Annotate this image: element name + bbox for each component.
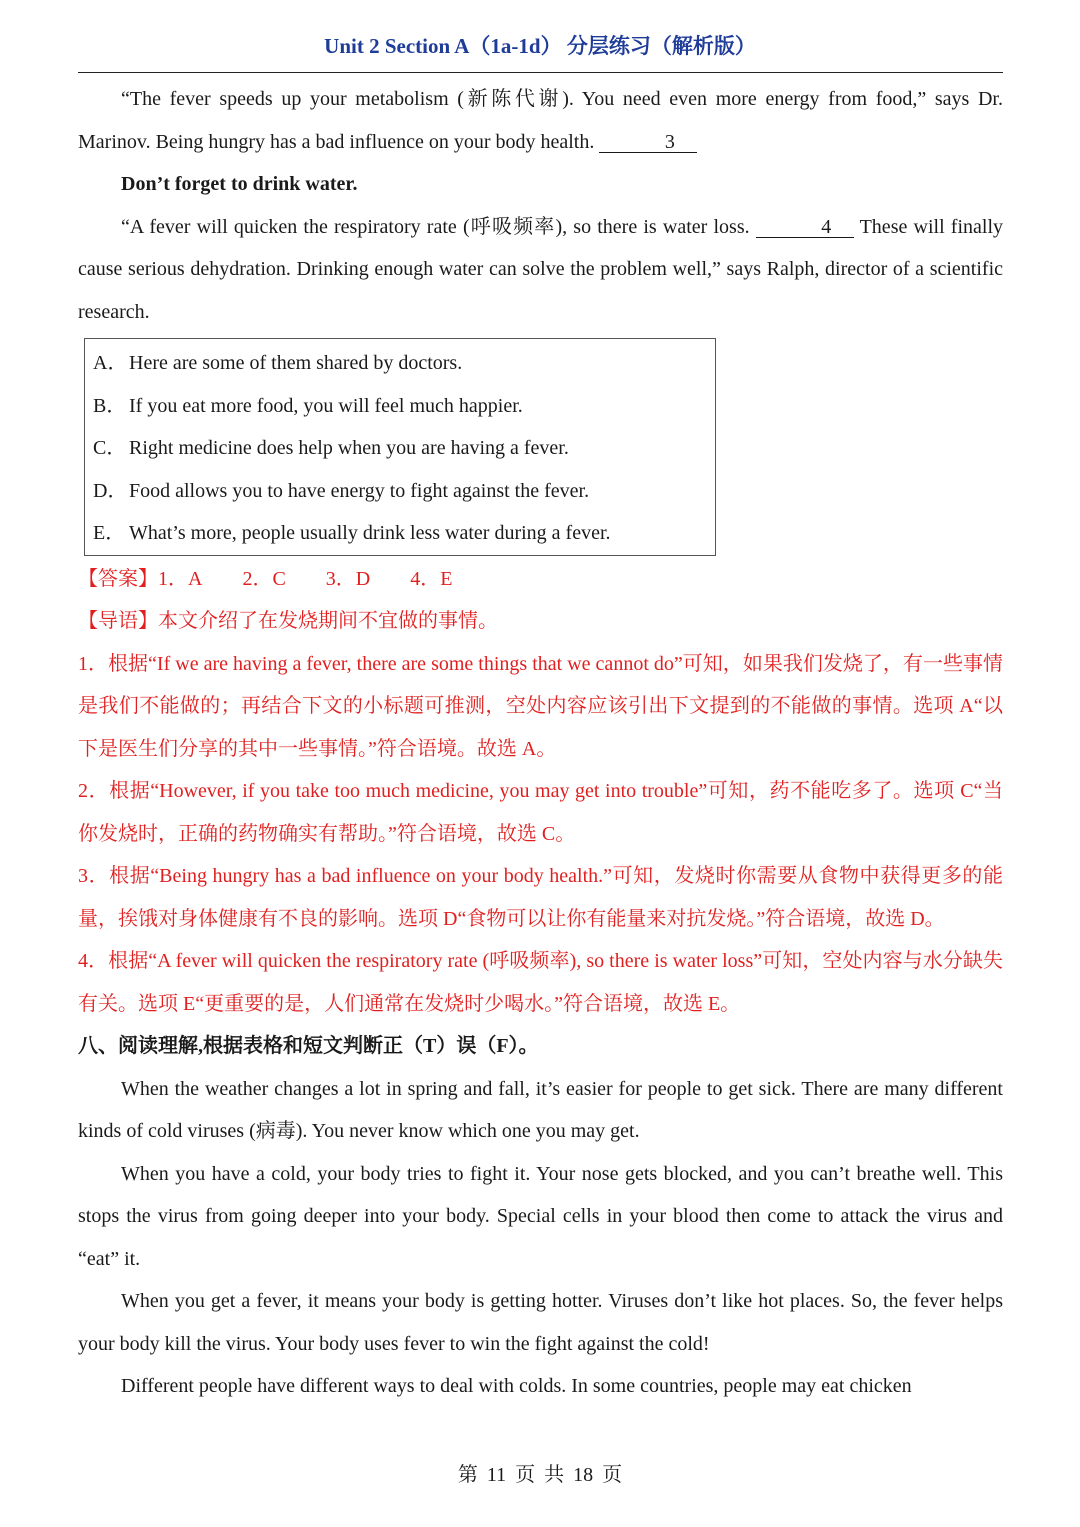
passage-text: “A fever will quicken the respiratory rate (呼吸频率), so there is water loss.	[121, 215, 750, 238]
option-e	[93, 512, 715, 555]
explanation-1: 1．根据“If we are having a fever, there are some things that we cannot do”可知，如果我们发烧了，有一些事情是我们不能做的；再结合下文的小标题可推测，空处内容应该引出下文提到的不能做的事情。选项 A“以下是医生们分享的其中一些事情。”符合语境。故选 A。	[78, 652, 1003, 760]
answer-label: 【答案】	[78, 567, 158, 590]
reading-paragraph: When you have a cold, your body tries to fight it. Your nose gets blocked, and you can’t breathe well. This stops the virus from going deeper into your body. Special cells in your blood then come to attack the virus and “eat” it.	[78, 1162, 1003, 1270]
answer-item: 2．C	[242, 567, 286, 590]
option-text: If you eat more food, you will feel much happier.	[129, 394, 523, 417]
answer-item: 3．D	[325, 567, 371, 590]
option-text: Right medicine does help when you are having a fever.	[129, 437, 569, 459]
option-key: C．	[93, 437, 127, 459]
passage-paragraph	[78, 206, 1003, 334]
header-divider	[78, 72, 1003, 73]
explanation-3: 3．根据“Being hungry has a bad influence on your body health.”可知，发烧时你需要从食物中获得更多的能量，挨饿对身体健康有不良的影响。选项 D“食物可以让你有能量来对抗发烧。”符合语境，故选 D。	[78, 865, 1003, 930]
option-text: Here are some of them shared by doctors.	[129, 352, 463, 374]
option-c	[93, 427, 715, 470]
page-header-title: Unit 2 Section A（1a-1d） 分层练习（解析版）	[324, 34, 756, 58]
passage-subheading: Don’t forget to drink water.	[121, 173, 358, 195]
blank-4: 4	[756, 217, 854, 238]
option-key: E．	[93, 522, 126, 544]
intro-text: 本文介绍了在发烧期间不宜做的事情。	[158, 610, 498, 632]
explanation-2: 2．根据“However, if you take too much medicine, you may get into trouble”可知，药不能吃多了。选项 C“当你发烧时，正确的药物确实有帮助。”符合语境，故选 C。	[78, 780, 1003, 845]
reading-paragraph: When the weather changes a lot in spring and fall, it’s easier for people to get sick. There are many different kinds of cold viruses (病毒). You never know which one you may get.	[78, 1077, 1003, 1142]
option-key: B．	[93, 394, 127, 417]
page-content	[78, 78, 1003, 1408]
intro-label: 【导语】	[78, 610, 158, 632]
option-key: A．	[93, 352, 128, 374]
option-text: Food allows you to have energy to fight against the fever.	[129, 479, 590, 502]
option-a	[93, 342, 715, 385]
blank-3: 3	[599, 132, 697, 153]
intro-line	[78, 600, 1003, 643]
explanation-4: 4．根据“A fever will quicken the respiratory rate (呼吸频率), so there is water loss”可知，空处内容与水分缺失有关。选项 E“更重要的是，人们通常在发烧时少喝水。”符合语境，故选 E。	[78, 950, 1003, 1015]
passage-text: “The fever speeds up your metabolism (新陈代谢). You need even more energy from food,” says Dr. Marinov. Being hungry has a bad influence on your body health.	[78, 88, 1003, 153]
reading-paragraph: Different people have different ways to deal with colds. In some countries, people may eat chicken	[121, 1375, 912, 1397]
answer-item: 4．E	[410, 567, 453, 590]
answer-item: 1．A	[158, 567, 203, 590]
passage-paragraph	[78, 78, 1003, 163]
options-box	[84, 338, 716, 556]
option-d	[93, 470, 715, 513]
passage-text: These will finally cause serious dehydration. Drinking enough water can solve the problem well,” says Ralph, director of a scientific research.	[78, 215, 1004, 323]
section-heading: 八、阅读理解,根据表格和短文判断正（T）误（F）。	[78, 1035, 539, 1057]
page-number: 第 11 页 共 18 页	[457, 1464, 623, 1486]
option-b	[93, 385, 715, 428]
option-text: What’s more, people usually drink less water during a fever.	[129, 522, 611, 544]
reading-paragraph: When you get a fever, it means your body is getting hotter. Viruses don’t like hot places. So, the fever helps your body kill the virus. Your body uses fever to win the fight against the cold!	[78, 1290, 1003, 1355]
answer-key	[78, 558, 1003, 601]
option-key: D．	[93, 479, 128, 502]
